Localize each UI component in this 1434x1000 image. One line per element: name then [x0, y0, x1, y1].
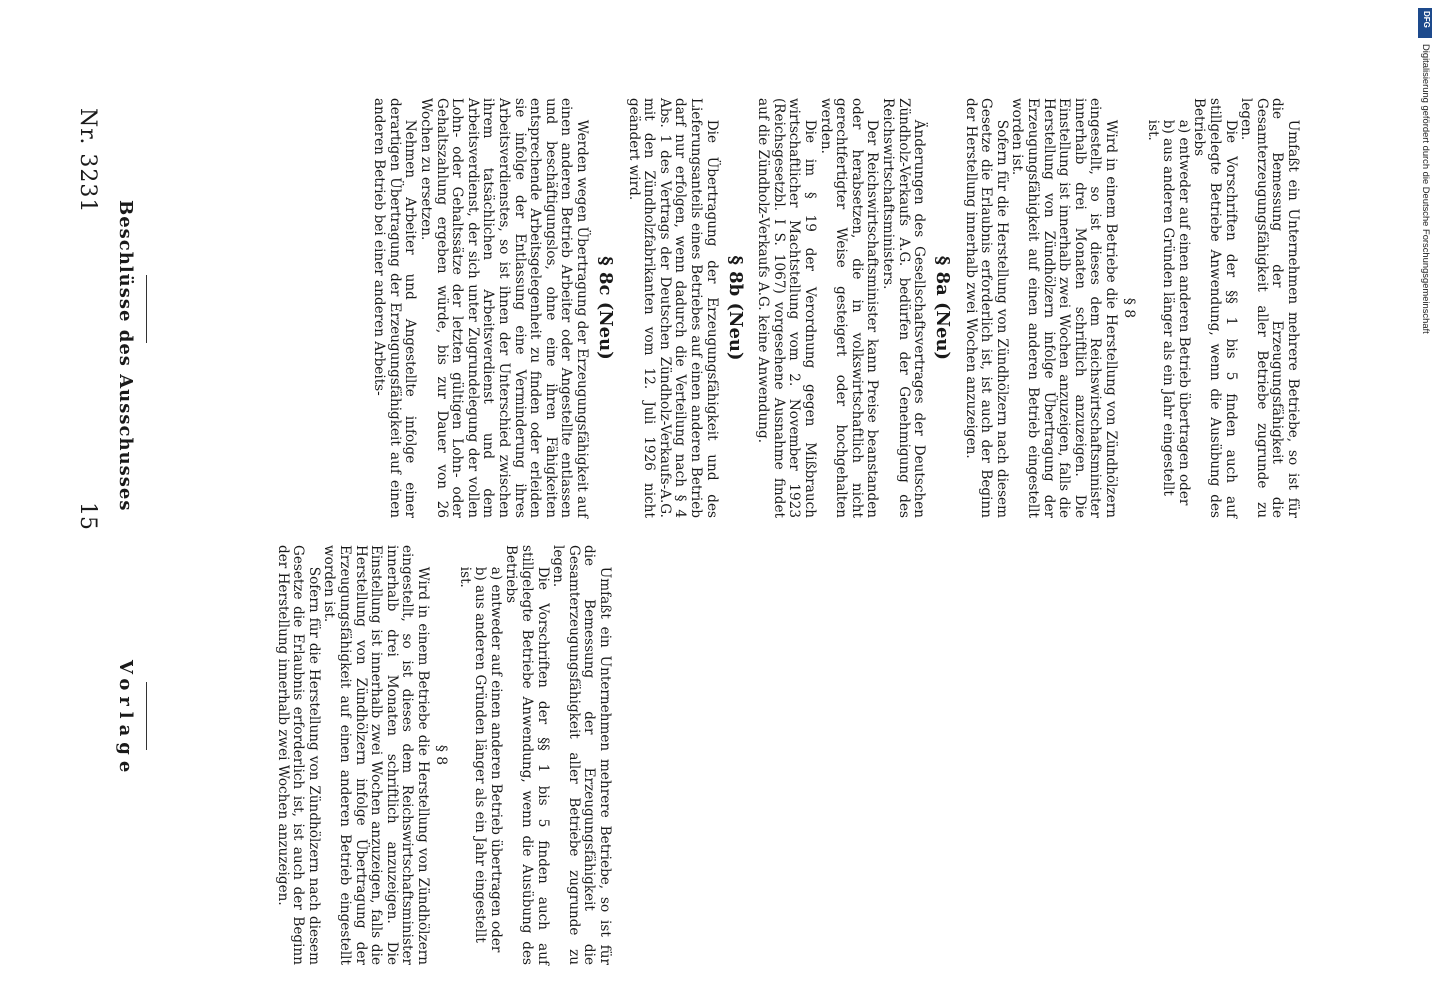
- right-section-8: § 8: [1121, 297, 1138, 319]
- right-item-b: b) aus anderen Gründen länger als ein Jahr eingestellt ist.: [1144, 119, 1177, 496]
- right-paragraph-1: Umfaßt ein Unternehmen mehrere Betriebe, so ist für die Bemessung der Erzeugungsfähigkeit die Gesamterzeugungsfähigkeit aller Betriebe zugrunde zu legen.: [1238, 98, 1301, 518]
- right-paragraph-5: Änderungen des Gesellschaftsvertrages der Deutschen Zündholz-Verkaufs A.G. bedürfen der Genehmigung des Reichswirtschaftsministers.: [879, 98, 928, 518]
- right-paragraph-9: Werden wegen Übertragung der Erzeugungsfähigkeit auf einen anderen Betrieb Arbeiter oder Angestellte entlassen und beschäftigungslos, ohne eine ihren Fähigkeiten entsprechende Arbeitsgelegenheit zu finden oder erleiden sie infolge der Entlassung eine Verminderung ihres Arbeitsverdienstes, so ist ihnen der Unterschied zwischen ihrem tatsächlichen Arbeitsverdienst und dem Arbeitsverdienst, der sich unter Zugrundelegung der vollen Lohn- oder Gehaltssätze der letzten gültigen Lohn- oder Gehaltszahlung ergeben würde, bis zur Dauer von 26 Wochen zu ersetzen.: [418, 98, 591, 518]
- right-paragraph-2: Die Vorschriften der §§ 1 bis 5 finden auch auf stillgelegte Betriebe Anwendung, wenn die Ausübung des Betriebs: [1191, 98, 1239, 518]
- page-number: 15: [75, 502, 100, 530]
- right-item-a: a) entweder auf einen anderen Betrieb übertragen oder: [1175, 119, 1192, 506]
- right-section-8c: § 8c (Neu): [595, 256, 617, 360]
- right-paragraph-10: Nehmen Arbeiter und Angestellte infolge einer derartigen Übertragung der Erzeugungsfähigkeit auf einen anderen Betrieb bei einer anderen Arbeits-: [371, 98, 419, 518]
- right-paragraph-7: Die im § 19 der Verordnung gegen Mißbrauch wirtschaftlicher Machtstellung vom 2. November 1923 (Reichsgesetzbl. I S. 1067) vorgesehene Ausnahme findet auf die Zündholz-Verkaufs A.G. keine Anwendung.: [755, 98, 818, 518]
- left-column: [274, 545, 612, 965]
- right-section-8b: § 8b (Neu): [724, 255, 746, 361]
- right-paragraph-6: Der Reichswirtschaftsminister kann Preise beanstanden oder herabsetzen, die in volkswirtschaftlich nicht gerechtfertigter Weise gesteigert oder hochgehalten werden.: [817, 98, 881, 518]
- right-paragraph-8: Die Übertragung der Erzeugungsfähigkeit und des Lieferungsanteils eines Betriebes auf einen anderen Betrieb darf nur erfolgen, wenn dadurch die Verteilung nach § 4 Abs. 1 des Vertrags der Deutschen Zündholz-Verkaufs-A.G. mit den Zündholzfabrikanten vom 12. Juli 1926 nicht geändert wird.: [625, 98, 720, 518]
- right-paragraph-3: Wird in einem Betriebe die Herstellung von Zündhölzern eingestellt, so ist dieses dem Reichswirtschaftsminister innerhalb drei Monaten schriftlich anzuzeigen. Die Einstellung ist innerhalb zwei Wochen anzuzeigen, falls die Herstellung von Zündhölzern infolge Übertragung der Erzeugungsfähigkeit auf einen anderen Betrieb eingestellt worden ist.: [1009, 98, 1120, 518]
- left-paragraph-2: Die Vorschriften der §§ 1 bis 5 finden auch auf stillgelegte Betriebe Anwendung, wenn die Ausübung des Betriebs: [503, 545, 551, 965]
- right-paragraph-4: Sofern für die Herstellung von Zündhölzern nach diesem Gesetze die Erlaubnis erforderlich ist, ist auch der Beginn der Herstellung innerhalb zwei Wochen anzuzeigen.: [962, 98, 1010, 518]
- right-column-heading: Beschlüsse des Ausschusses: [115, 200, 136, 512]
- right-heading-rule: [146, 275, 147, 343]
- left-paragraph-3: Wird in einem Betriebe die Herstellung von Zündhölzern eingestellt, so ist dieses dem Reichswirtschaftsminister innerhalb drei Monaten schriftlich anzuzeigen. Die Einstellung ist innerhalb zwei Wochen anzuzeigen, falls die Herstellung von Zündhölzern infolge Übertragung der Erzeugungsfähigkeit auf einen anderen Betrieb eingestellt worden ist.: [321, 545, 432, 965]
- right-column: [371, 98, 1300, 518]
- left-section-8: § 8: [433, 744, 450, 766]
- left-heading-rule: [146, 682, 147, 750]
- left-item-b: b) aus anderen Gründen länger als ein Jahr eingestellt ist.: [456, 566, 489, 943]
- left-paragraph-4: Sofern für die Herstellung von Zündhölzern nach diesem Gesetze die Erlaubnis erforderlich ist, ist auch der Beginn der Herstellung innerhalb zwei Wochen anzuzeigen.: [274, 545, 322, 965]
- left-item-a: a) entweder auf einen anderen Betrieb übertragen oder: [487, 566, 504, 953]
- left-paragraph-1: Umfaßt ein Unternehmen mehrere Betriebe, so ist für die Bemessung der Erzeugungsfähigkeit die Gesamterzeugungsfähigkeit aller Betriebe zugrunde zu legen.: [550, 545, 613, 965]
- digitization-note: Digitalisierung gefördert durch die Deutsche Forschungsgemeinschaft: [1421, 44, 1432, 334]
- right-section-8a: § 8a (Neu): [932, 255, 954, 361]
- document-number: Nr. 3231: [75, 108, 100, 214]
- dfg-logo: DFG: [1418, 8, 1432, 38]
- left-column-heading: Vorlage: [115, 660, 136, 779]
